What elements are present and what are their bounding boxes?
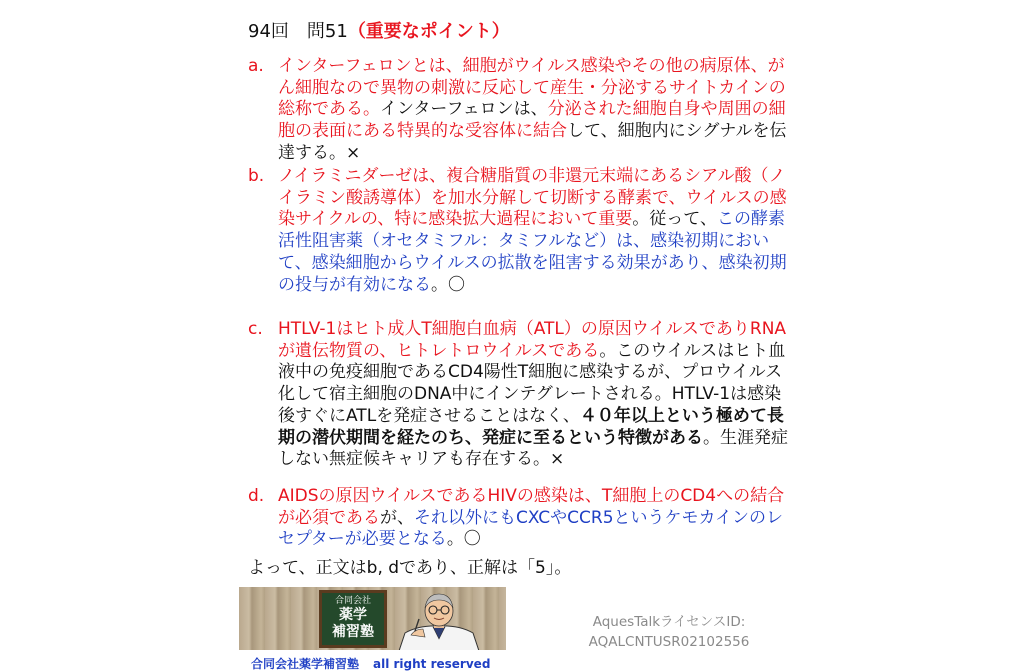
option-d-text-4: 。〇 [446, 529, 481, 550]
board-line-2: 薬学 [339, 607, 367, 623]
option-d-text-1: AIDSの原因ウイルスであるHIVの感染は、T細胞上のCD4への結合が必須である [278, 486, 785, 528]
option-d-label: d. [248, 486, 265, 506]
chalkboard-logo [319, 590, 387, 648]
option-a [248, 56, 788, 165]
option-b-text-2: 。従って、 [632, 209, 717, 230]
option-a-text-3: 分泌された細胞自身や周囲の細胞の表面にある特異的な受容体に結合 [278, 99, 786, 142]
option-a-text-2: インターフェロンは、 [380, 99, 548, 120]
option-b-text-1: ノイラミニダーゼは、複合糖脂質の非還元末端にあるシアル酸（ノイラミン酸誘導体）を加水分解して切断する酵素で、ウイルスの感染サイクルの、特に感染拡大過程において重要 [278, 166, 787, 230]
license-line-1: AquesTalkライセンスID: [592, 614, 746, 630]
option-b-label: b. [248, 166, 265, 186]
option-d-text-2: が、 [380, 507, 414, 528]
option-c-label: c. [248, 319, 263, 339]
exam-number: 94回 問51 [248, 21, 348, 42]
option-b [248, 166, 788, 296]
option-b-text-4: 。〇 [431, 274, 465, 295]
title-subtitle: （重要なポイント） [347, 21, 510, 42]
option-c-text-4: 。生涯発症しない無症候キャリアも存在する。× [278, 427, 788, 470]
option-d [248, 486, 788, 551]
question-title [248, 20, 510, 44]
option-a-label: a. [248, 56, 264, 76]
option-c-text-2: 。このウイルスはヒト血液中の免疫細胞であるCD4陽性T細胞に感染するが、プロウイルス化して宿主細胞のDNA中にインテグレートされる。HTLV-1は感染後すぐにATLを発症させることはなく、 [278, 340, 786, 426]
company-banner [239, 587, 506, 650]
license-line-2: AQALCNTUSR02102556 [588, 634, 750, 650]
footer-copyright [251, 655, 490, 672]
option-d-text-3: それ以外にもCXCやCCR5というケモカインのレセプターが必要となる [278, 507, 784, 550]
option-a-text-4: して、細胞内にシグナルを伝達する。× [278, 121, 787, 163]
teacher-illustration [389, 589, 489, 650]
option-c-text-1: HTLV-1はヒト成人T細胞白血病（ATL）の原因ウイルスでありRNAが遺伝物質の、ヒトレトロウイルスである [278, 319, 787, 361]
footer-company-name: 合同会社薬学補習塾 [251, 657, 360, 671]
option-c-text-3: ４０年以上という極めて長期の潜伏期間を経たのち、発症に至るという特徴がある [278, 405, 784, 448]
footer-rights: all right reserved [373, 657, 491, 671]
option-b-text-3: この酵素活性阻害薬（オセタミフル：タミフルなど）は、感染初期において、感染細胞からウイルスの拡散を阻害する効果があり、感染初期の投与が有効になる [278, 209, 787, 295]
license-info [556, 612, 782, 652]
option-a-text-1: インターフェロンとは、細胞がウイルス感染やその他の病原体、がん細胞なので異物の刺激に反応して産生・分泌するサイトカインの総称である。 [278, 56, 786, 120]
conclusion-text: よって、正文はb, dであり、正解は「5」。 [248, 558, 572, 578]
board-line-3: 補習塾 [332, 624, 374, 640]
option-c [248, 319, 788, 471]
board-line-1: 合同会社 [334, 596, 371, 606]
